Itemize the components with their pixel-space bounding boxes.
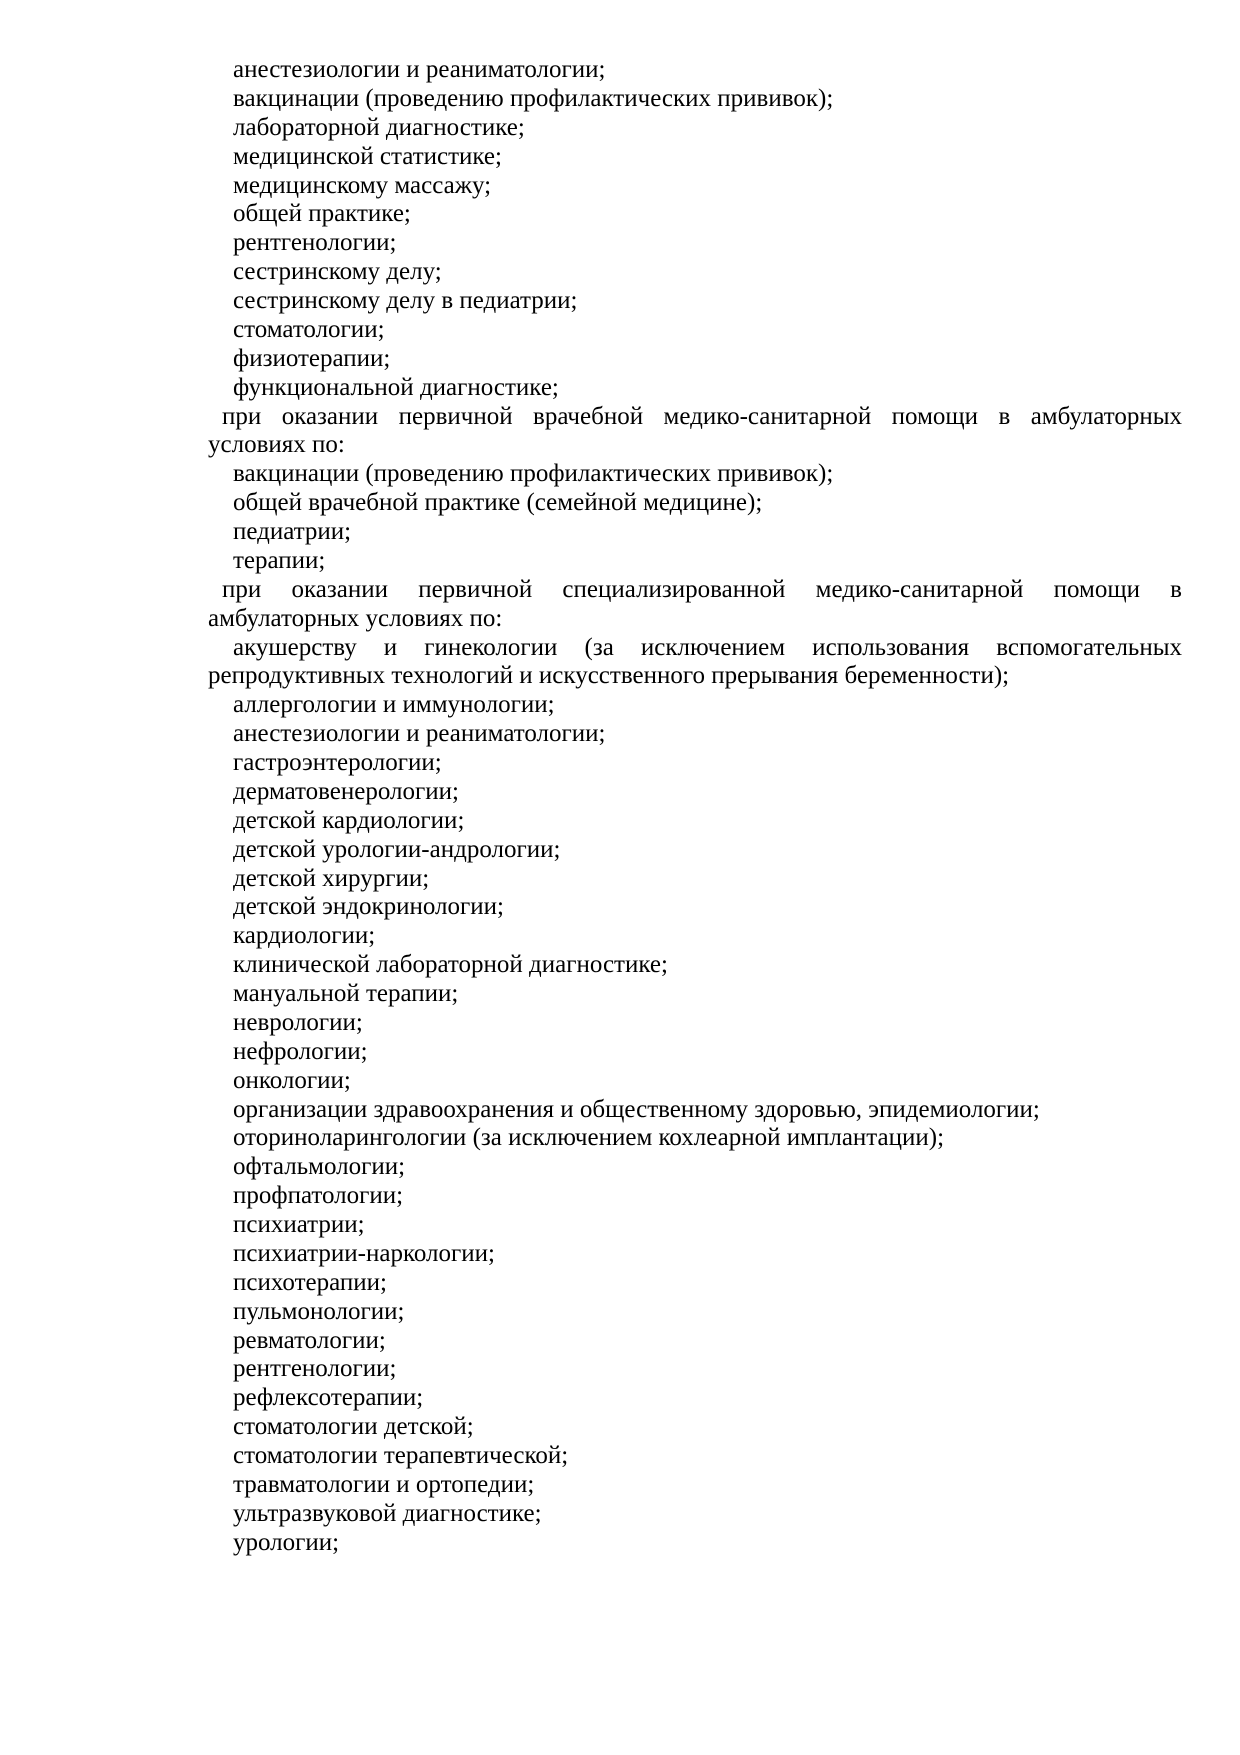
paragraph-item: офтальмологии; [233,1153,406,1181]
paragraph-item: анестезиологии и реаниматологии; [233,56,606,83]
paragraph-item: детской урологии-андрологии; [233,835,561,863]
paragraph-item: педиатрии; [233,518,352,545]
paragraph-lead: при оказании первичной врачебной медико-санитарной помощи в амбулаторных условиях по: [208,402,1182,459]
paragraph-item: стоматологии детской; [233,1413,474,1441]
paragraph-item: медицинскому массажу; [233,171,492,199]
paragraph-item: мануальной терапии; [233,980,459,1007]
paragraph-item: стоматологии терапевтической; [233,1442,569,1469]
paragraph-item: вакцинации (проведению профилактических прививок); [233,84,834,112]
paragraph-item: общей врачебной практике (семейной медицине); [233,489,763,517]
paragraph-item: оториноларингологии (за исключением кохлеарной имплантации); [233,1124,945,1152]
paragraph-item: психотерапии; [233,1268,387,1296]
paragraph-item: рентгенологии; [233,229,397,257]
paragraph-item: дерматовенерологии; [233,777,459,805]
paragraph-item: пульмонологии; [233,1297,405,1325]
paragraph-item: терапии; [233,546,326,574]
paragraph-item: стоматологии; [233,315,385,343]
paragraph-item: клинической лабораторной диагностике; [233,951,668,979]
paragraph-item: неврологии; [233,1008,363,1036]
paragraph-item: акушерству и гинекологии (за исключением использования вспомогательных репродуктивных технологий и искусственного прерывания беременности); [208,633,1182,690]
paragraph-item: общей практике; [233,200,411,228]
paragraph-item: урологии; [233,1528,340,1556]
paragraph-item: лабораторной диагностике; [233,113,525,141]
paragraph-lead: при оказании первичной специализированной медико-санитарной помощи в амбулаторных условиях по: [208,575,1182,632]
paragraph-item: аллергологии и иммунологии; [233,691,555,719]
paragraph-item: медицинской статистике; [233,142,502,170]
paragraph-item: детской эндокринологии; [233,893,504,921]
paragraph-item: ревматологии; [233,1326,386,1354]
paragraph-item: профпатологии; [233,1182,404,1210]
paragraph-item: психиатрии; [233,1211,365,1238]
paragraph-item: онкологии; [233,1066,351,1094]
paragraph-item: психиатрии-наркологии; [233,1239,495,1267]
paragraph-item: рефлексотерапии; [233,1384,424,1412]
paragraph-item: физиотерапии; [233,344,391,372]
paragraph-item: травматологии и ортопедии; [233,1470,535,1498]
paragraph-item: рентгенологии; [233,1355,397,1383]
paragraph-item: организации здравоохранения и общественному здоровью, эпидемиологии; [233,1095,1040,1123]
paragraph-item: сестринскому делу в педиатрии; [233,287,578,314]
paragraph-item: функциональной диагностике; [233,373,559,401]
paragraph-item: анестезиологии и реаниматологии; [233,720,606,748]
paragraph-item: ультразвуковой диагностике; [233,1499,542,1527]
paragraph-item: кардиологии; [233,922,376,950]
paragraph-item: гастроэнтерологии; [233,749,442,776]
paragraph-item: сестринскому делу; [233,258,442,286]
paragraph-item: детской хирургии; [233,864,430,892]
paragraph-item: детской кардиологии; [233,806,465,834]
paragraph-item: нефрологии; [233,1037,368,1065]
paragraph-item: вакцинации (проведению профилактических прививок); [233,460,834,488]
